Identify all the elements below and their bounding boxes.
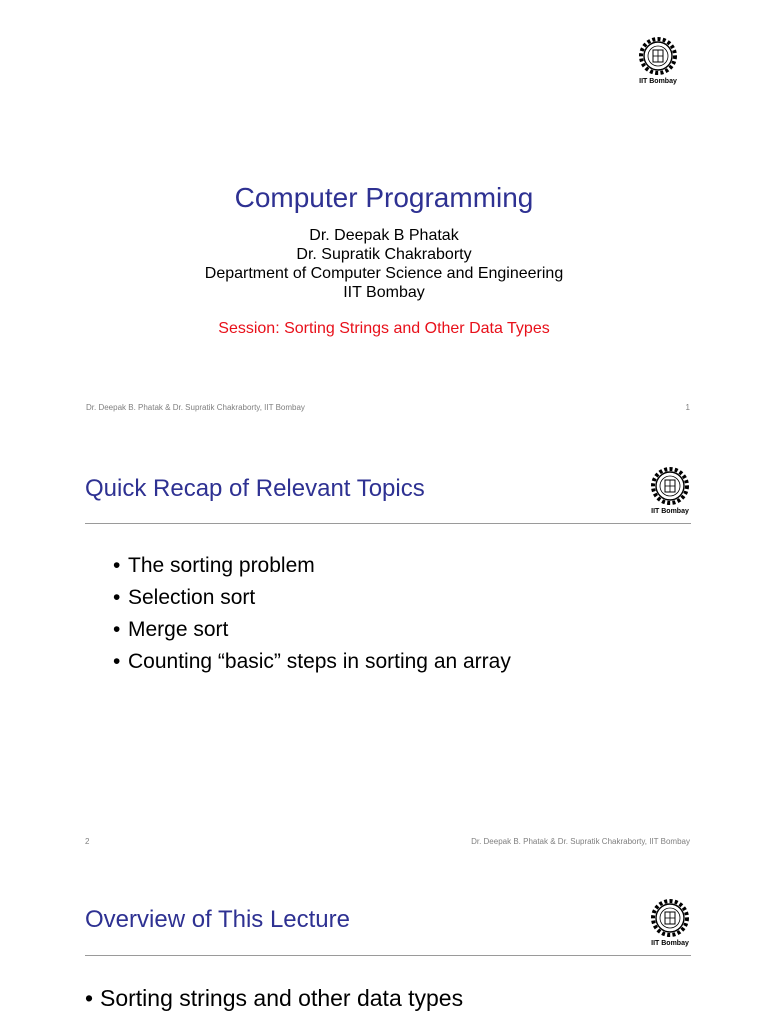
author-block [0,226,768,302]
list-item: • The sorting problem [113,550,511,582]
heading-divider [85,523,691,524]
iit-bombay-emblem-icon [647,466,693,510]
bullet-list [85,981,463,1015]
slide-2 [0,432,768,864]
author-line: Dr. Supratik Chakraborty [296,246,472,263]
list-item: • Merge sort [113,614,511,646]
list-item: • Selection sort [113,582,511,614]
institution-line: IIT Bombay [343,284,425,301]
session-title: Session: Sorting Strings and Other Data Types [218,320,550,337]
heading-divider [85,955,691,956]
iit-bombay-logo [628,36,688,86]
logo-label: IIT Bombay [639,78,677,85]
list-item: • Counting “basic” steps in sorting an array [113,646,511,678]
iit-bombay-logo [640,466,700,516]
slide-3 [0,864,768,1024]
slide-footer: Dr. Deepak B. Phatak & Dr. Supratik Chakraborty, IIT Bombay [471,837,690,846]
logo-label: IIT Bombay [651,508,689,515]
author-line: Dr. Deepak B Phatak [309,227,459,244]
iit-bombay-emblem-icon [647,898,693,942]
slide-footer: Dr. Deepak B. Phatak & Dr. Supratik Chakraborty, IIT Bombay [86,403,305,412]
slide-heading: Quick Recap of Relevant Topics [85,475,425,502]
department-line: Department of Computer Science and Engineering [204,265,564,282]
slide-1 [0,0,768,432]
page-number: 2 [85,837,90,846]
list-item: • Sorting strings and other data types [85,981,463,1015]
slide-heading: Overview of This Lecture [85,906,350,933]
presentation-title: Computer Programming [234,182,534,213]
page-number: 1 [685,403,690,412]
iit-bombay-emblem-icon [635,36,681,80]
iit-bombay-logo [640,898,700,948]
bullet-list [113,550,511,678]
logo-label: IIT Bombay [651,940,689,947]
